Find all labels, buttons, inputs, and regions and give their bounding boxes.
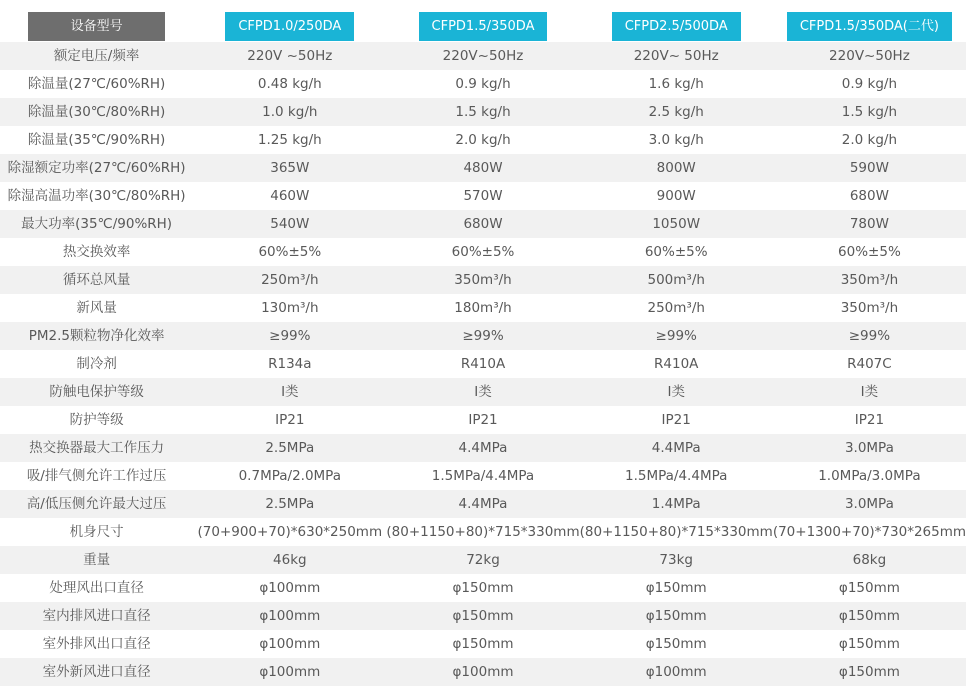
spec-value-cell: 680W <box>849 188 889 204</box>
spec-value-cell: IP21 <box>661 412 691 428</box>
spec-value-cell: 4.4MPa <box>651 440 701 456</box>
spec-value-cell: ≥99% <box>462 328 504 344</box>
table-row <box>0 98 966 126</box>
spec-value-cell: IP21 <box>275 412 305 428</box>
table-row <box>0 406 966 434</box>
spec-value-cell: 0.9 kg/h <box>841 76 898 92</box>
spec-value-cell: 460W <box>270 188 310 204</box>
spec-value-cell: ≥99% <box>848 328 891 344</box>
spec-value-cell: φ100mm <box>259 580 321 596</box>
spec-value-cell: 1.5 kg/h <box>841 104 898 120</box>
spec-label-cell: 重量 <box>83 552 111 568</box>
spec-value-cell: IP21 <box>854 412 885 428</box>
spec-value-cell: φ150mm <box>838 664 900 680</box>
spec-value-cell: (70+1300+70)*730*265mm <box>772 524 966 540</box>
spec-value-cell: 570W <box>463 188 503 204</box>
spec-label-cell: 除湿额定功率(27℃/60%RH) <box>7 160 186 176</box>
spec-value-cell: φ100mm <box>259 636 321 652</box>
model-header-badge: CFPD1.5/350DA <box>419 12 548 41</box>
spec-value-cell: 220V ~50Hz <box>247 48 333 64</box>
spec-label-cell: 高/低压侧允许最大过压 <box>26 496 167 512</box>
spec-value-cell: φ100mm <box>452 664 514 680</box>
spec-value-cell: 3.0MPa <box>844 440 894 456</box>
spec-label-cell: 防护等级 <box>69 412 124 428</box>
spec-label-cell: 除温量(30℃/80%RH) <box>27 104 166 120</box>
spec-value-cell: 68kg <box>852 552 887 568</box>
spec-value-cell: 500m³/h <box>647 272 705 288</box>
table-body <box>0 42 966 686</box>
table-row <box>0 378 966 406</box>
spec-value-cell: 2.0 kg/h <box>455 132 511 148</box>
spec-label-cell: 热交换器最大工作压力 <box>29 440 165 456</box>
table-row <box>0 546 966 574</box>
table-header-row <box>0 0 966 42</box>
spec-value-cell: 1050W <box>652 216 701 232</box>
spec-value-cell: I类 <box>860 384 879 400</box>
spec-value-cell: 0.48 kg/h <box>257 76 322 92</box>
spec-label-cell: 除湿高温功率(30℃/80%RH) <box>7 188 186 204</box>
table-row <box>0 154 966 182</box>
spec-value-cell: 180m³/h <box>454 300 512 316</box>
table-row <box>0 434 966 462</box>
spec-value-cell: 220V~50Hz <box>829 48 910 64</box>
spec-value-cell: φ100mm <box>259 608 321 624</box>
spec-value-cell: φ150mm <box>645 580 707 596</box>
spec-value-cell: 73kg <box>659 552 693 568</box>
spec-value-cell: 350m³/h <box>454 272 512 288</box>
spec-value-cell: 130m³/h <box>261 300 319 316</box>
column-header-model <box>580 12 773 41</box>
spec-value-cell: 250m³/h <box>261 272 319 288</box>
spec-value-cell: I类 <box>281 384 299 400</box>
spec-value-cell: 2.5 kg/h <box>648 104 704 120</box>
spec-value-cell: 540W <box>270 216 310 232</box>
spec-value-cell: φ100mm <box>645 664 707 680</box>
spec-label-cell: 机身尺寸 <box>69 524 124 540</box>
spec-label-cell: 额定电压/频率 <box>53 48 140 64</box>
spec-value-cell: 220V~50Hz <box>442 48 524 64</box>
spec-value-cell: I类 <box>474 384 492 400</box>
spec-value-cell: 350m³/h <box>840 300 899 316</box>
table-row <box>0 490 966 518</box>
table-row <box>0 70 966 98</box>
spec-label-cell: 处理风出口直径 <box>49 580 144 596</box>
spec-value-cell: 900W <box>656 188 696 204</box>
table-row <box>0 210 966 238</box>
spec-value-cell: R410A <box>460 356 506 372</box>
spec-value-cell: φ150mm <box>838 636 900 652</box>
spec-value-cell: 2.5MPa <box>265 440 315 456</box>
spec-value-cell: 60%±5% <box>838 244 901 260</box>
spec-value-cell: 1.0 kg/h <box>262 104 318 120</box>
spec-value-cell: 1.5 kg/h <box>455 104 511 120</box>
spec-value-cell: I类 <box>667 384 685 400</box>
column-header-label <box>0 12 193 41</box>
spec-label-cell: 最大功率(35℃/90%RH) <box>21 216 173 232</box>
table-row <box>0 658 966 686</box>
table-row <box>0 518 966 546</box>
spec-value-cell: ≥99% <box>269 328 311 344</box>
spec-value-cell: R407C <box>847 356 892 372</box>
spec-value-cell: (80+1150+80)*715*330mm <box>386 524 580 540</box>
table-row <box>0 182 966 210</box>
spec-value-cell: 590W <box>849 160 889 176</box>
spec-label-cell: 除温量(35℃/90%RH) <box>27 132 166 148</box>
spec-value-cell: φ150mm <box>452 580 514 596</box>
spec-value-cell: 4.4MPa <box>458 440 508 456</box>
spec-value-cell: 800W <box>656 160 696 176</box>
column-header-model <box>193 12 386 41</box>
spec-label-cell: 新风量 <box>76 300 117 316</box>
table-row <box>0 630 966 658</box>
spec-label-cell: 循环总风量 <box>62 272 131 288</box>
spec-value-cell: 250m³/h <box>647 300 705 316</box>
spec-value-cell: 1.0MPa/3.0MPa <box>818 468 921 484</box>
table-row <box>0 294 966 322</box>
model-header-badge: CFPD2.5/500DA <box>612 12 741 41</box>
spec-value-cell: 72kg <box>466 552 500 568</box>
spec-value-cell: φ150mm <box>452 636 514 652</box>
spec-value-cell: 1.25 kg/h <box>257 132 322 148</box>
spec-value-cell: φ150mm <box>452 608 514 624</box>
spec-value-cell: φ150mm <box>838 608 900 624</box>
spec-value-cell: φ150mm <box>645 636 707 652</box>
spec-value-cell: 60%±5% <box>644 244 708 260</box>
spec-value-cell: 60%±5% <box>258 244 322 260</box>
spec-label-cell: 防触电保护等级 <box>49 384 144 400</box>
table-row <box>0 126 966 154</box>
spec-value-cell: ≥99% <box>655 328 697 344</box>
device-model-header-badge: 设备型号 <box>28 12 165 41</box>
spec-label-cell: PM2.5颗粒物净化效率 <box>28 328 165 344</box>
table-row <box>0 322 966 350</box>
spec-value-cell: 3.0MPa <box>844 496 894 512</box>
model-header-badge: CFPD1.5/350DA(二代) <box>787 12 952 41</box>
spec-label-cell: 热交换效率 <box>62 244 131 260</box>
spec-value-cell: 1.5MPa/4.4MPa <box>625 468 728 484</box>
spec-value-cell: R134a <box>268 356 312 372</box>
spec-value-cell: 350m³/h <box>840 272 899 288</box>
spec-value-cell: 0.9 kg/h <box>455 76 511 92</box>
spec-value-cell: (70+900+70)*630*250mm <box>197 524 383 540</box>
spec-value-cell: 2.5MPa <box>265 496 315 512</box>
spec-label-cell: 室外新风进口直径 <box>42 664 151 680</box>
spec-value-cell: 220V~ 50Hz <box>633 48 719 64</box>
spec-value-cell: 680W <box>463 216 503 232</box>
spec-label-cell: 室内排风进口直径 <box>42 608 151 624</box>
table-row <box>0 462 966 490</box>
spec-value-cell: 3.0 kg/h <box>648 132 704 148</box>
table-row <box>0 602 966 630</box>
spec-value-cell: IP21 <box>468 412 498 428</box>
spec-value-cell: 365W <box>270 160 310 176</box>
spec-value-cell: 1.4MPa <box>651 496 701 512</box>
spec-value-cell: 780W <box>849 216 889 232</box>
table-row <box>0 574 966 602</box>
spec-value-cell: 0.7MPa/2.0MPa <box>238 468 341 484</box>
spec-value-cell: 60%±5% <box>451 244 515 260</box>
spec-value-cell: φ100mm <box>259 664 321 680</box>
spec-value-cell: R410A <box>654 356 699 372</box>
spec-value-cell: φ150mm <box>645 608 707 624</box>
spec-value-cell: (80+1150+80)*715*330mm <box>579 524 773 540</box>
spec-value-cell: 4.4MPa <box>458 496 508 512</box>
column-header-model <box>386 12 579 41</box>
spec-value-cell: φ150mm <box>838 580 900 596</box>
spec-label-cell: 室外排风出口直径 <box>42 636 151 652</box>
spec-label-cell: 除温量(27℃/60%RH) <box>27 76 166 92</box>
table-row <box>0 42 966 70</box>
spec-value-cell: 46kg <box>273 552 307 568</box>
table-row <box>0 238 966 266</box>
spec-label-cell: 吸/排气侧允许工作过压 <box>26 468 167 484</box>
column-header-model <box>773 12 966 41</box>
table-row <box>0 350 966 378</box>
model-header-badge: CFPD1.0/250DA <box>225 12 354 41</box>
spec-value-cell: 1.5MPa/4.4MPa <box>431 468 535 484</box>
spec-value-cell: 1.6 kg/h <box>648 76 704 92</box>
spec-label-cell: 制冷剂 <box>76 356 117 372</box>
table-row <box>0 266 966 294</box>
spec-value-cell: 2.0 kg/h <box>841 132 898 148</box>
spec-value-cell: 480W <box>463 160 503 176</box>
